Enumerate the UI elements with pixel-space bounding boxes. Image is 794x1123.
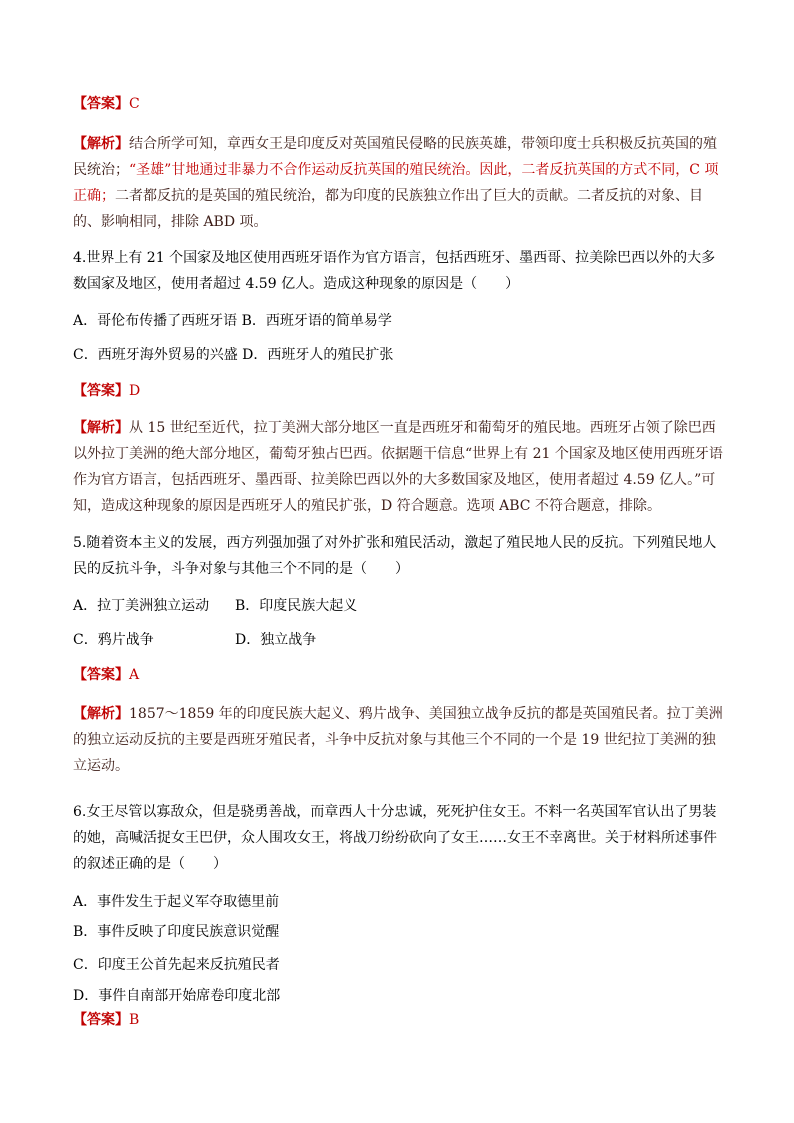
- q4-stem: 4.世界上有 21 个国家及地区使用西班牙语作为官方语言，包括西班牙、墨西哥、拉美除巴西以外的大多数国家及地区，使用者超过 4.59 亿人。造成这种现象的原因是（ ）: [73, 250, 716, 292]
- q4-answer-line: [73, 378, 728, 404]
- option-b: B．印度民族大起义: [235, 598, 358, 614]
- option-b: B．西班牙语的简单易学: [241, 313, 392, 329]
- analysis-tag: 【解析】: [73, 420, 129, 436]
- q4-options-row2: [73, 342, 728, 368]
- q5-options-row2: [73, 627, 728, 653]
- q6-option-c: C．印度王公首先起来反抗殖民者: [73, 957, 280, 973]
- analysis-text-part3: 二者都反抗的是英国的殖民统治，都为印度的民族独立作出了巨大的贡献。二者反抗的对象、目的、影响相同，排除 ABD 项。: [73, 188, 703, 230]
- q5-analysis: [73, 701, 728, 779]
- analysis-tag: 【解析】: [73, 136, 129, 152]
- q5-options-row1: [73, 593, 728, 619]
- answer-tag: 【答案】: [73, 96, 129, 112]
- answer-value: B: [129, 1012, 140, 1028]
- analysis-text-part1: 结合所学可知，章西女王是印度反对英国殖民侵略的民族英雄，带领印度士兵积极反抗英国的殖民统治；: [73, 136, 717, 178]
- answer-value: A: [129, 667, 140, 683]
- answer-tag: 【答案】: [73, 1012, 129, 1028]
- q6-stem: 6.女王尽管以寡敌众，但是骁勇善战，而章西人十分忠诚，死死护住女王。不料一名英国军官认出了男装的她，高喊活捉女王巴伊，众人围攻女王，将战刀纷纷砍向了女王……女王不幸离世。关于材料所述事件的叙述正确的是（ ）: [73, 804, 717, 872]
- option-d: D．西班牙人的殖民扩张: [242, 347, 394, 363]
- answer-value: C: [129, 96, 140, 112]
- q5-answer-line: [73, 662, 728, 688]
- answer-value: D: [129, 383, 141, 399]
- q6-option-b: B．事件反映了印度民族意识觉醒: [73, 924, 280, 940]
- analysis-text: 1857～1859 年的印度民族大起义、鸦片战争、美国独立战争反抗的都是英国殖民者。拉丁美洲的独立运动反抗的主要是西班牙殖民者，斗争中反抗对象与其他三个不同的一个是 19 世纪拉丁美洲的独立运动。: [73, 706, 723, 774]
- q6-option-d: D．事件自南部开始席卷印度北部: [73, 988, 281, 1004]
- option-a: A．哥伦布传播了西班牙语: [73, 313, 238, 329]
- analysis-tag: 【解析】: [73, 706, 129, 722]
- option-c: C．鸦片战争: [73, 632, 154, 648]
- q3-analysis: [73, 131, 728, 235]
- q6-answer-line: [73, 1007, 728, 1033]
- q6-option-a: A．事件发生于起义军夺取德里前: [73, 894, 280, 910]
- answer-tag: 【答案】: [73, 667, 129, 683]
- q4-options-row1: [73, 308, 728, 334]
- q3-answer-line: [73, 91, 728, 117]
- analysis-text-part2: “圣雄”甘地通过非暴力不合作运动反抗英国的殖民统治。因此，二者反抗英国的方式不同，C 项正确；: [73, 162, 719, 204]
- analysis-text: 从 15 世纪至近代，拉丁美洲大部分地区一直是西班牙和葡萄牙的殖民地。西班牙占领了除巴西以外拉丁美洲的绝大部分地区，葡萄牙独占巴西。依据题干信息“世界上有 21 个国家及地区使用西班牙语作为官方语言，包括西班牙、墨西哥、拉美除巴西以外的大多数国家及地区，使用者超过 4.59 亿人。”可知，造成这种现象的原因是西班牙人的殖民扩张，D 符合题意。选项 ABC 不符合题意，排除。: [73, 420, 723, 514]
- q5-stem: 5.随着资本主义的发展，西方列强加强了对外扩张和殖民活动，激起了殖民地人民的反抗。下列殖民地人民的反抗斗争，斗争对象与其他三个不同的是（ ）: [73, 535, 717, 577]
- option-c: C．西班牙海外贸易的兴盛: [73, 347, 238, 363]
- answer-tag: 【答案】: [73, 383, 129, 399]
- option-a: A．拉丁美洲独立运动: [73, 598, 210, 614]
- q4-analysis: [73, 415, 728, 519]
- option-d: D．独立战争: [235, 632, 317, 648]
